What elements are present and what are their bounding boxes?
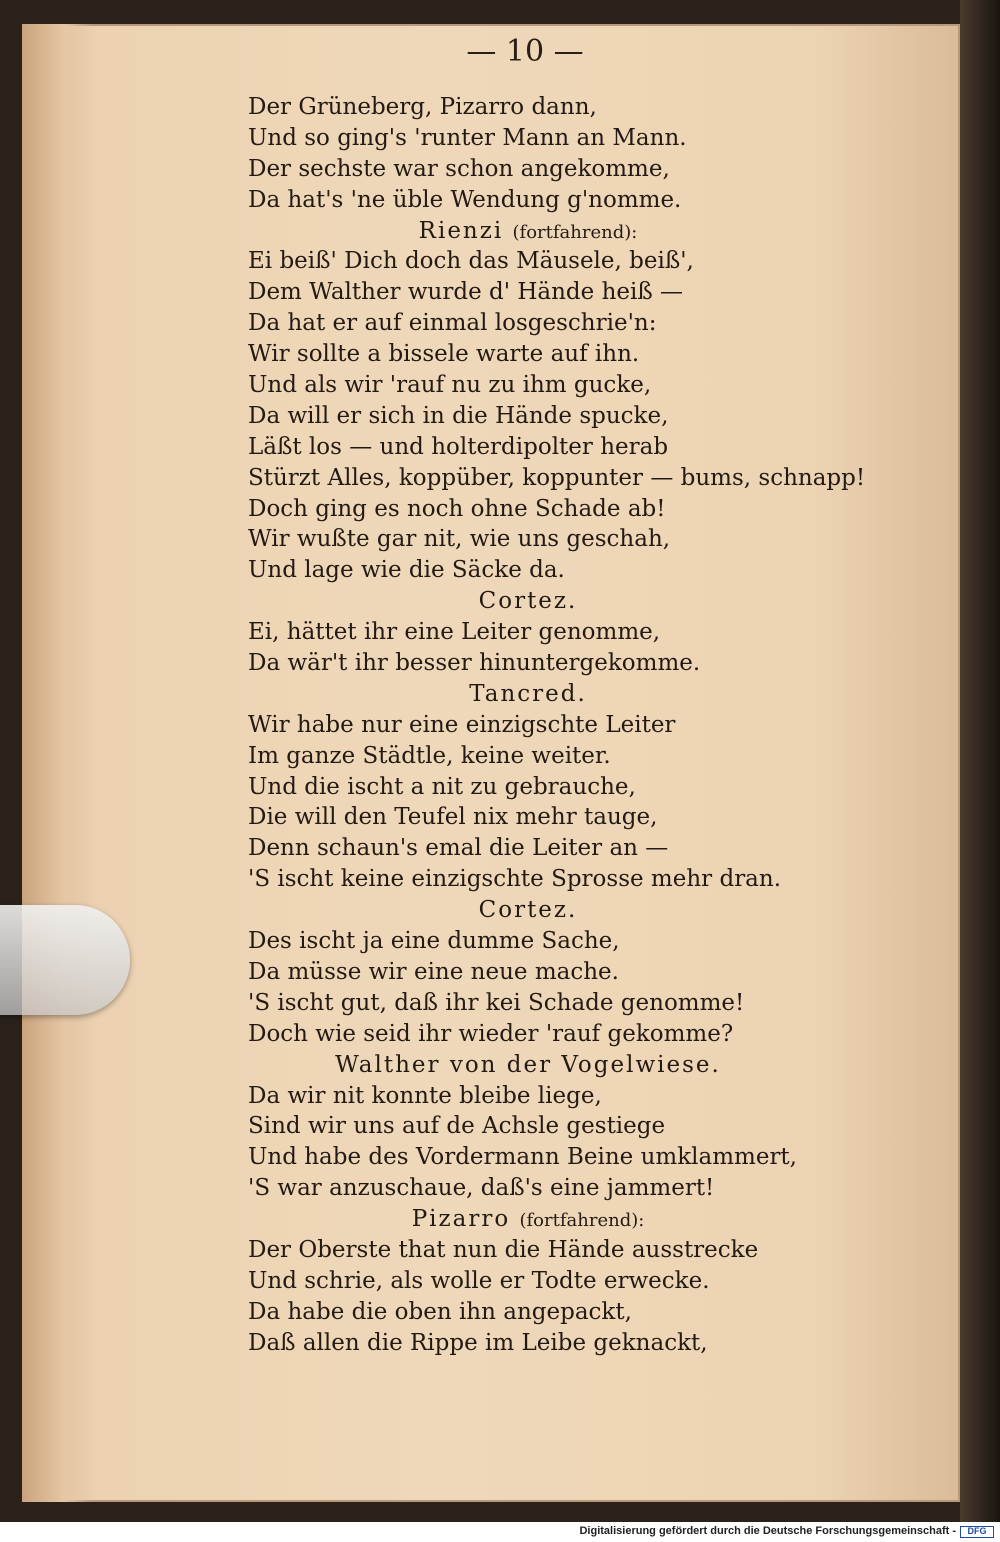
- verse-line: Da hat's 'ne üble Wendung g'nomme.: [248, 186, 682, 213]
- verse-line: Wir habe nur eine einzigschte Leiter: [248, 711, 676, 738]
- speaker-heading: [248, 895, 808, 926]
- verse-line: Da wär't ihr besser hinuntergekomme.: [248, 650, 701, 677]
- verse-line: Doch ging es noch ohne Schade ab!: [248, 495, 666, 522]
- stage-direction: (fortfahrend):: [512, 221, 638, 243]
- speaker-heading: [248, 216, 808, 247]
- speaker-name: Walther von der Vogelwiese.: [335, 1051, 721, 1078]
- page-shadow-left: [22, 24, 92, 1502]
- verse-line: Und die ischt a nit zu gebrauche,: [248, 773, 636, 800]
- verse-line: 'S ischt keine einzigschte Sprosse mehr dran.: [248, 866, 782, 893]
- verse-line: Da will er sich in die Hände spucke,: [248, 402, 669, 429]
- speaker-heading: [248, 679, 808, 710]
- verse-line: Ei, hättet ihr eine Leiter genomme,: [248, 619, 661, 646]
- verse-line: Da habe die oben ihn angepackt,: [248, 1298, 632, 1325]
- verse-line: 'S war anzuschaue, daß's eine jammert!: [248, 1175, 715, 1202]
- verse-line: Wir sollte a bissele warte auf ihn.: [248, 341, 640, 368]
- speaker-name: Cortez.: [478, 897, 578, 924]
- funding-credit: Digitalisierung gefördert durch die Deutsche Forschungsgemeinschaft -: [579, 1525, 956, 1537]
- verse-line: Dem Walther wurde d' Hände heiß —: [248, 279, 684, 306]
- speaker-heading: [248, 1050, 808, 1081]
- speaker-heading: [248, 586, 808, 617]
- verse-line: Die will den Teufel nix mehr tauge,: [248, 804, 658, 831]
- speaker-name: Cortez.: [478, 588, 578, 615]
- footer-bar: [0, 1522, 1000, 1542]
- dfg-logo-icon: DFG: [960, 1526, 994, 1538]
- verse-line: Denn schaun's emal die Leiter an —: [248, 835, 669, 862]
- poem-text: [248, 92, 948, 1359]
- verse-line: Ei beiß' Dich doch das Mäusele, beiß',: [248, 248, 694, 275]
- stage-direction: (fortfahrend):: [519, 1210, 645, 1232]
- verse-line: Der sechste war schon angekomme,: [248, 155, 670, 182]
- verse-line: Läßt los — und holterdipolter herab: [248, 433, 669, 460]
- verse-line: Und als wir 'rauf nu zu ihm gucke,: [248, 372, 652, 399]
- speaker-heading: [248, 1204, 808, 1235]
- verse-line: Und lage wie die Säcke da.: [248, 557, 565, 584]
- book-clamp: [0, 905, 130, 1015]
- verse-line: Doch wie seid ihr wieder 'rauf gekomme?: [248, 1020, 734, 1047]
- speaker-name: Rienzi: [418, 217, 504, 244]
- verse-line: Der Grüneberg, Pizarro dann,: [248, 94, 597, 120]
- verse-line: Sind wir uns auf de Achsle gestiege: [248, 1113, 666, 1140]
- speaker-name: Tancred.: [469, 680, 587, 707]
- book-binding: [960, 0, 1000, 1522]
- verse-line: Da hat er auf einmal losgeschrie'n:: [248, 310, 657, 337]
- verse-line: Der Oberste that nun die Hände ausstrecke: [248, 1236, 759, 1263]
- verse-line: Da müsse wir eine neue mache.: [248, 958, 619, 985]
- verse-line: Wir wußte gar nit, wie uns geschah,: [248, 526, 671, 553]
- verse-line: Da wir nit konnte bleibe liege,: [248, 1082, 602, 1109]
- verse-line: Stürzt Alles, koppüber, koppunter — bums, schnapp!: [248, 464, 866, 491]
- verse-line: Des ischt ja eine dumme Sache,: [248, 928, 620, 955]
- verse-line: Und habe des Vordermann Beine umklammert,: [248, 1144, 797, 1171]
- verse-line: Und schrie, als wolle er Todte erwecke.: [248, 1267, 710, 1294]
- speaker-name: Pizarro: [411, 1206, 511, 1233]
- verse-line: Und so ging's 'runter Mann an Mann.: [248, 124, 687, 151]
- verse-line: 'S ischt gut, daß ihr kei Schade genomme!: [248, 989, 745, 1016]
- verse-line: Daß allen die Rippe im Leibe geknackt,: [248, 1329, 708, 1356]
- page-number: — 10 —: [466, 34, 584, 69]
- verse-line: Im ganze Städtle, keine weiter.: [248, 742, 611, 769]
